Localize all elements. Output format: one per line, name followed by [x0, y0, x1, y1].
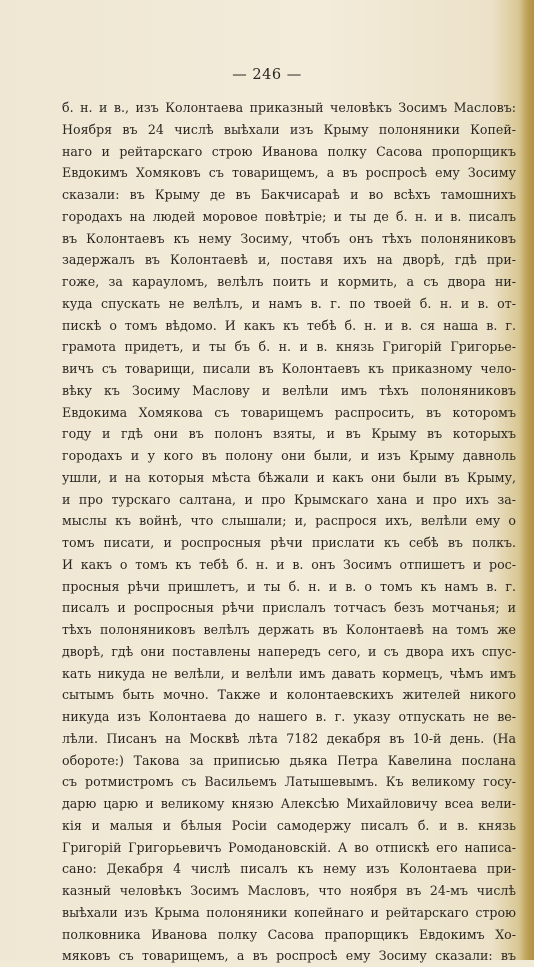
- text-line: выѣхали изъ Крыма полоняники копейнаго и рейтарскаго строю: [62, 904, 516, 920]
- text-body: [62, 97, 516, 967]
- text-line: Евдокимъ Хомяковъ съ товарищемъ, а въ роспросѣ ему Зосиму: [62, 165, 516, 181]
- text-line: и про турскаго салтана, и про Крымскаго хана и про ихъ за-: [62, 491, 516, 507]
- text-line: тѣхъ полоняниковъ велѣлъ держать въ Колонтаевѣ на томъ же: [62, 622, 516, 637]
- text-line: обороте:) Такова за приписью дьяка Петра Кавелина послана: [62, 752, 516, 768]
- text-line: Григорій Григорьевичъ Ромодановскій. А во отпискѣ его написа-: [62, 839, 516, 855]
- text-line: казный человѣкъ Зосимъ Масловъ, что ноября въ 24-мъ числѣ: [62, 883, 516, 898]
- text-line: вѣку къ Зосиму Маслову и велѣли имъ тѣхъ полоняниковъ: [62, 382, 516, 398]
- text-line: кія и малыя и бѣлыя Росіи самодержу писалъ б. и в. князь: [62, 817, 516, 833]
- text-line: грамота придетъ, и ты бъ б. н. и в. князь Григорій Григорье-: [62, 339, 516, 355]
- text-line: въ Колонтаевъ къ нему Зосиму, чтобъ онъ тѣхъ полоняниковъ: [62, 230, 516, 246]
- text-line: сказали: въ Крыму де въ Бакчисараѣ и во всѣхъ тамошнихъ: [62, 187, 516, 202]
- text-line: городахъ на людей моровое повѣтріе; и ты де б. н. и в. писалъ: [62, 208, 516, 224]
- text-line: мыслы къ войнѣ, что слышали; и, распрося ихъ, велѣли ему о: [62, 513, 516, 529]
- text-line: сытымъ быть мочно. Также и колонтаевскихъ жителей никого: [62, 687, 516, 703]
- text-line: гоже, за карауломъ, велѣлъ поить и кормить, а съ двора ни-: [62, 274, 516, 289]
- text-line: сано: Декабря 4 числѣ писалъ къ нему изъ Колонтаева при-: [62, 861, 516, 877]
- text-line: никуда изъ Колонтаева до нашего в. г. указу отпускать не ве-: [62, 709, 516, 724]
- text-line: городахъ и у кого въ полону они были, и изъ Крыму давноль: [62, 448, 516, 463]
- text-line: просныя рѣчи пришлетъ, и ты б. н. и в. о томъ къ намъ в. г.: [62, 578, 516, 594]
- text-line: лѣли. Писанъ на Москвѣ лѣта 7182 декабря въ 10-й день. (На: [62, 730, 516, 746]
- text-line: ушли, и на которыя мѣста бѣжали и какъ они были въ Крыму,: [62, 469, 516, 485]
- text-line: вичъ съ товарищи, писали въ Колонтаевъ къ приказному чело-: [62, 361, 516, 376]
- text-line: б. н. и в., изъ Колонтаева приказный человѣкъ Зосимъ Масловъ:: [62, 100, 516, 115]
- text-line: И какъ о томъ къ тебѣ б. н. и в. онъ Зосимъ отпишетъ и рос-: [62, 556, 516, 572]
- text-line: дарю царю и великому князю Алексѣю Михайловичу всеа вели-: [62, 796, 516, 811]
- page-edge: [520, 0, 534, 960]
- text-line: дворѣ, гдѣ они поставлены напередъ сего, и съ двора ихъ спус-: [62, 643, 516, 659]
- text-line: Евдокима Хомякова съ товарищемъ распросить, въ которомъ: [62, 404, 516, 420]
- text-line: задержалъ въ Колонтаевѣ и, поставя ихъ на дворѣ, гдѣ при-: [62, 252, 516, 268]
- text-line: кать никуда не велѣли, и велѣли имъ давать кормецъ, чѣмъ имъ: [62, 665, 516, 681]
- text-line: году и гдѣ они въ полонъ взяты, и въ Крыму въ которыхъ: [62, 426, 516, 442]
- text-line: томъ писати, и роспросныя рѣчи прислати къ себѣ въ полкъ.: [62, 535, 516, 550]
- text-line: съ ротмистромъ съ Васильемъ Латышевымъ. Къ великому госу-: [62, 774, 516, 790]
- page-number: — 246 —: [232, 67, 302, 83]
- text-line: Ноября въ 24 числѣ выѣхали изъ Крыму полоняники Копей-: [62, 121, 516, 137]
- text-line: писалъ и роспросныя рѣчи прислалъ тотчасъ безъ мотчанья; и: [62, 600, 516, 616]
- text-line: куда спускать не велѣлъ, и намъ в. г. по твоей б. н. и в. от-: [62, 295, 516, 311]
- text-line: мяковъ съ товарищемъ, а въ роспросѣ ему Зосиму сказали: въ: [62, 948, 516, 964]
- text-line: наго и рейтарскаго строю Иванова полку Сасова пропорщикъ: [62, 143, 516, 159]
- text-line: пискѣ о томъ вѣдомо. И какъ къ тебѣ б. н. и в. ся наша в. г.: [62, 317, 516, 333]
- text-line: полковника Иванова полку Сасова прапорщикъ Евдокимъ Хо-: [62, 926, 516, 942]
